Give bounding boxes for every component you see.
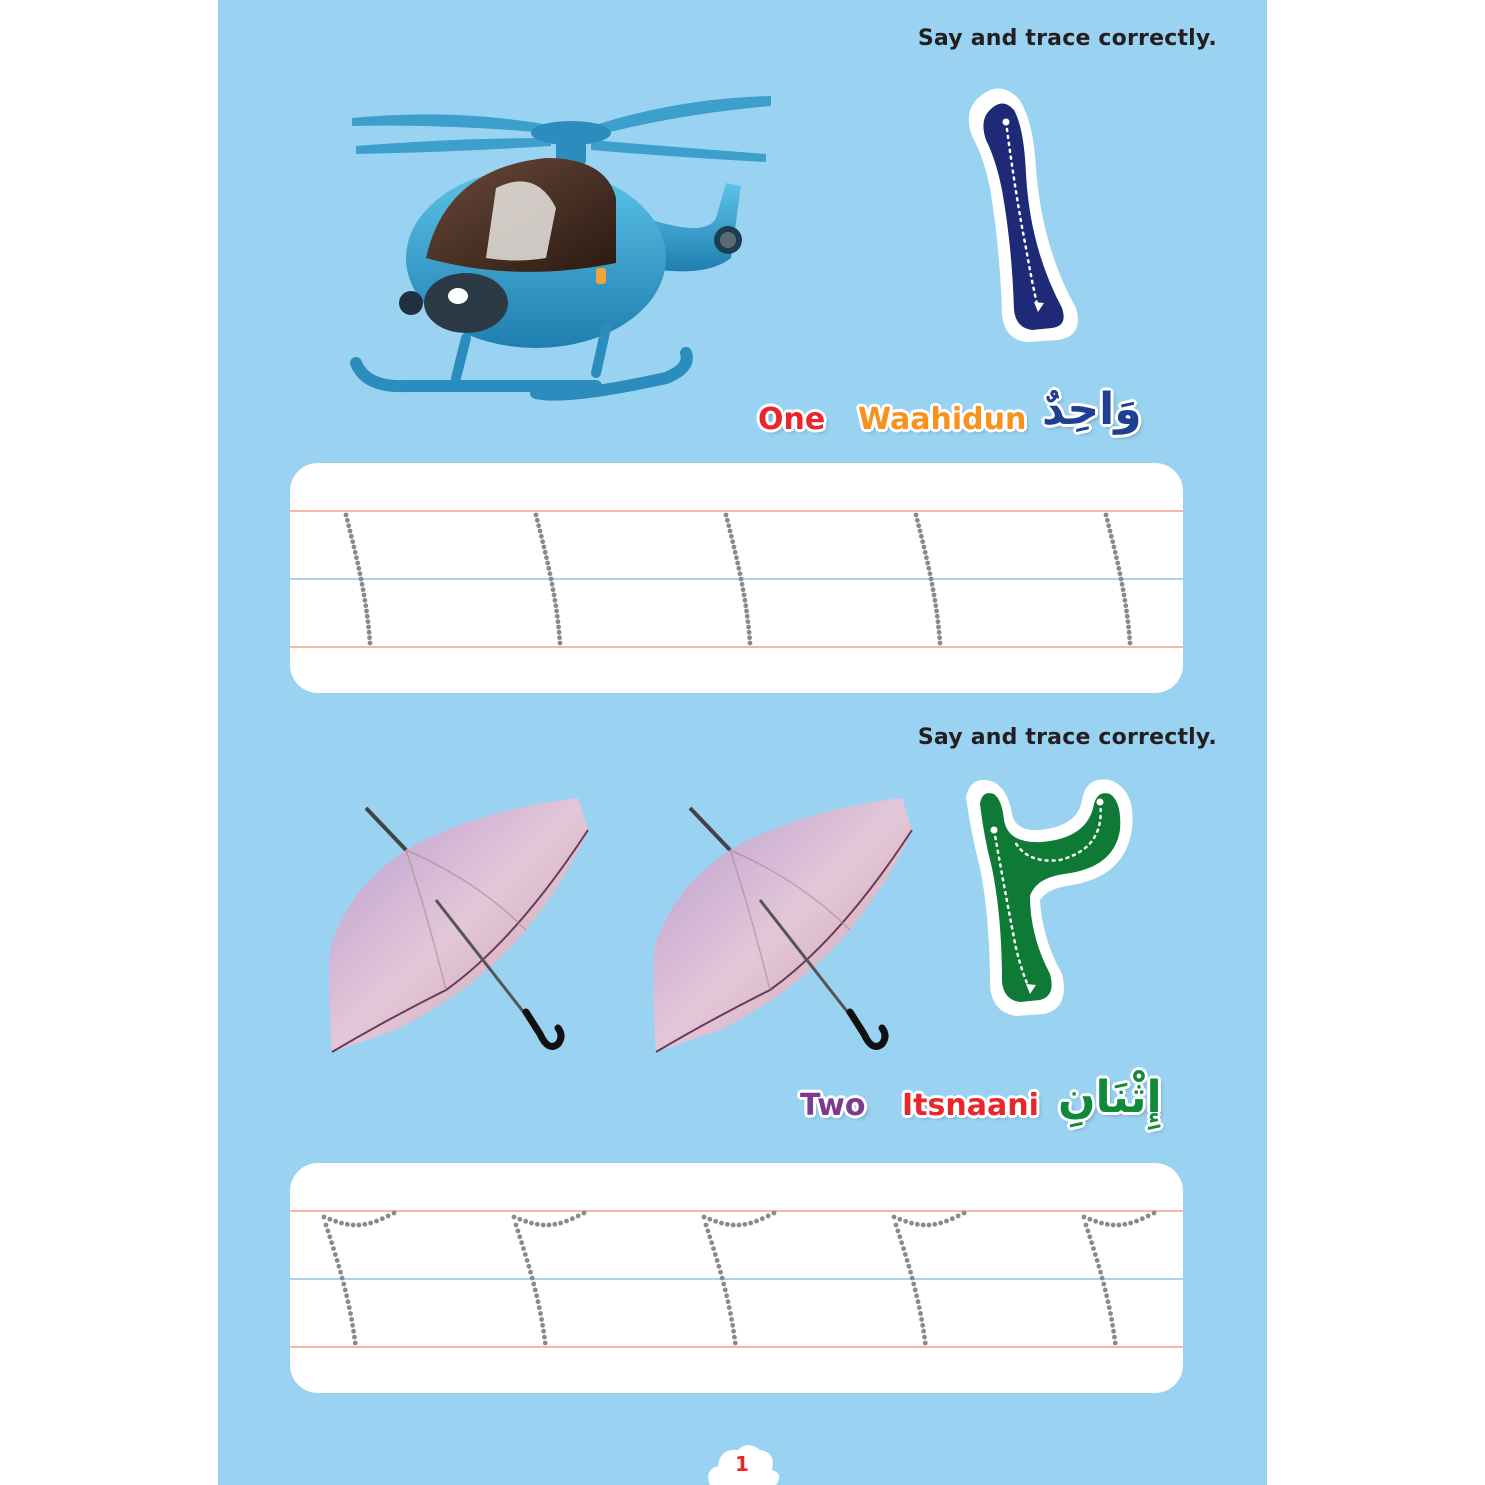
numeral-two-tracing-card bbox=[950, 768, 1140, 1028]
page-number: 1 bbox=[735, 1452, 749, 1476]
arabic-word: إِثْنَانِ bbox=[1058, 1072, 1162, 1123]
trace-dotted-two-stem bbox=[1084, 1223, 1118, 1346]
trace-dotted-two-top bbox=[512, 1211, 587, 1228]
tracing-practice-box[interactable] bbox=[290, 463, 1183, 693]
transliteration-word: Waahidun bbox=[858, 402, 1027, 437]
instruction-text: Say and trace correctly. bbox=[917, 725, 1217, 750]
trace-dotted-two-top bbox=[892, 1211, 967, 1228]
arabic-word: وَاحِدٌ bbox=[1042, 384, 1142, 435]
trace-dotted-two-top bbox=[1082, 1211, 1157, 1228]
trace-dotted-two-stem bbox=[894, 1223, 928, 1346]
tracing-guides-one bbox=[290, 463, 1183, 693]
english-word: One bbox=[758, 402, 826, 437]
trace-dotted-two-stem bbox=[704, 1223, 738, 1346]
trace-dotted-two-top bbox=[702, 1211, 777, 1228]
worksheet-page bbox=[218, 0, 1267, 1485]
tracing-practice-box[interactable] bbox=[290, 1163, 1183, 1393]
numeral-one-tracing-card bbox=[958, 78, 1108, 348]
tracing-guides-two bbox=[290, 1163, 1183, 1393]
trace-dotted-two-stem bbox=[324, 1223, 358, 1346]
english-word: Two bbox=[800, 1088, 866, 1123]
instruction-text: Say and trace correctly. bbox=[917, 26, 1217, 51]
trace-dotted-two-top bbox=[322, 1211, 397, 1228]
transliteration-word: Itsnaani bbox=[902, 1088, 1039, 1123]
trace-dotted-two-stem bbox=[514, 1223, 548, 1346]
umbrella-icon bbox=[650, 790, 920, 1060]
umbrella-icon bbox=[326, 790, 596, 1060]
helicopter-icon bbox=[346, 88, 776, 408]
